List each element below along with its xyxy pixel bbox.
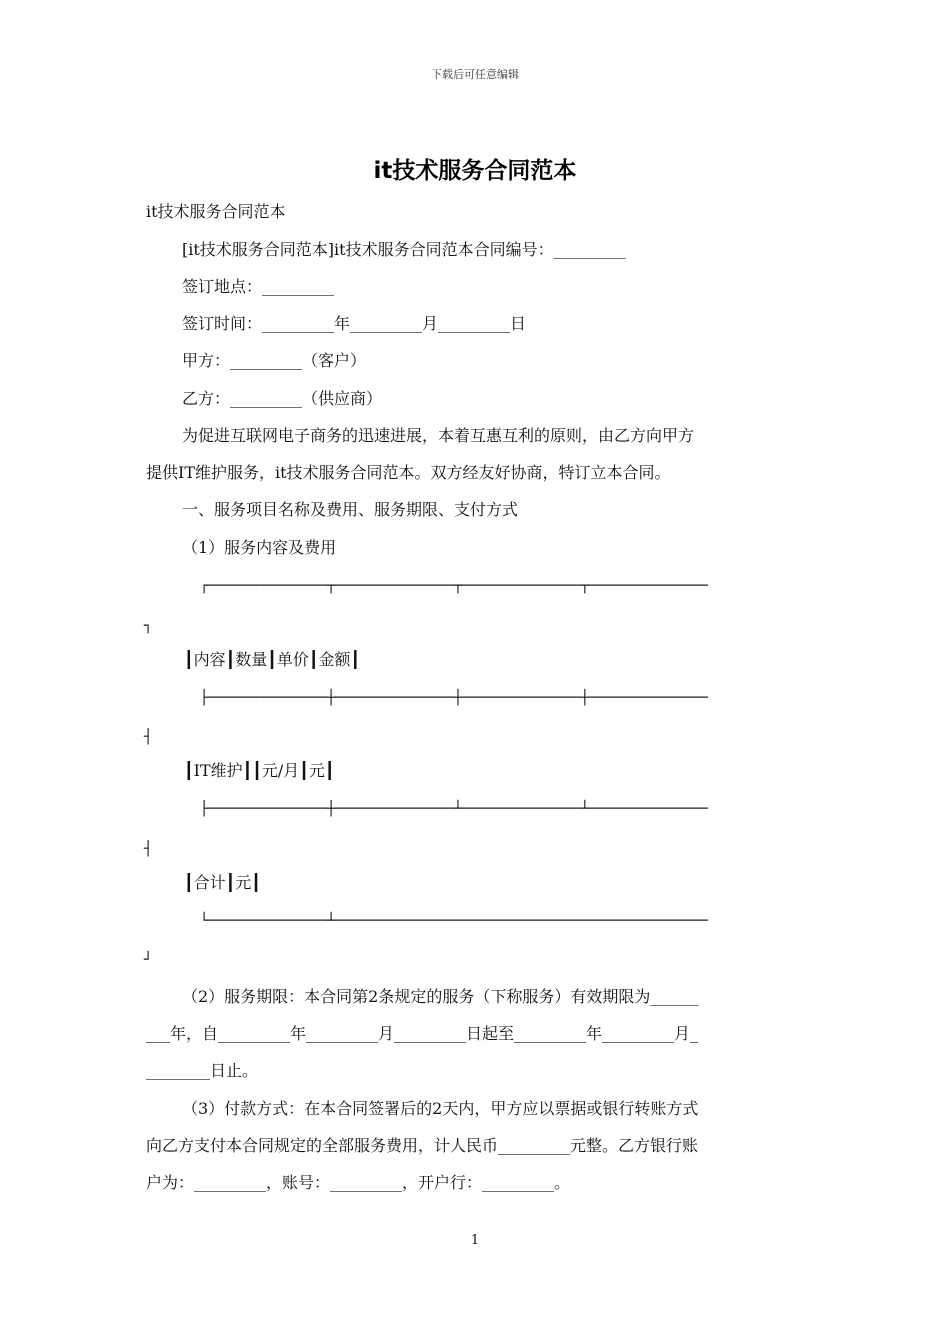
- document-title: it技术服务合同范本: [373, 158, 577, 184]
- payment-line-2: 向乙方支付本合同规定的全部服务费用，计人民币_________元整。乙方银行账: [146, 1136, 699, 1155]
- table-rule-top-end: ┐: [144, 618, 152, 634]
- table-row-total: ┃合计┃元┃: [184, 873, 261, 892]
- page-number: 1: [470, 1233, 480, 1248]
- party-b-line: 乙方：_________（供应商）: [182, 389, 383, 408]
- subsection-1-heading: （1）服务内容及费用: [182, 538, 337, 557]
- signing-date-line: 签订时间：_________年_________月_________日: [182, 314, 527, 333]
- service-term-line-1: （2）服务期限：本合同第2条规定的服务（下称服务）有效期限为______: [182, 987, 699, 1006]
- table-rule-mid-2-end: ┤: [144, 841, 152, 857]
- signing-place-line: 签订地点：_________: [182, 277, 335, 296]
- table-rule-bottom: └───────────────┴───────────────────────────────────────────────: [200, 913, 708, 929]
- service-term-line-2: ___年，自_________年_________月_________日起至_________年_________月_: [146, 1024, 699, 1043]
- party-a-line: 甲方：_________（客户）: [182, 351, 367, 370]
- contract-number-line: [it技术服务合同范本]it技术服务合同范本合同编号：_________: [182, 240, 626, 259]
- table-rule-mid: ├───────────────┼───────────────┼───────────────┼───────────────: [200, 690, 708, 706]
- table-rule-mid-2: ├───────────────┼───────────────┴───────────────┴───────────────: [200, 801, 708, 817]
- section-1-heading: 一、服务项目名称及费用、服务期限、支付方式: [182, 500, 519, 519]
- service-term-line-3: ________日止。: [146, 1061, 259, 1080]
- table-header-row: ┃内容┃数量┃单价┃金额┃: [184, 650, 361, 669]
- page-header-note: 下载后可任意编辑: [431, 68, 519, 81]
- subtitle-line: it技术服务合同范本: [146, 202, 286, 221]
- table-rule-mid-end: ┤: [144, 729, 152, 745]
- table-rule-top: ┌───────────────┬───────────────┬───────────────┬───────────────: [200, 578, 708, 594]
- payment-line-3: 户为：_________，账号：_________，开户行：_________。: [146, 1173, 571, 1192]
- intro-paragraph-line-1: 为促进互联网电子商务的迅速进展，本着互惠互利的原则，由乙方向甲方: [182, 426, 695, 445]
- intro-paragraph-line-2: 提供IT维护服务，it技术服务合同范本。双方经友好协商，特订立本合同。: [146, 463, 671, 482]
- table-rule-bottom-end: ┘: [144, 952, 152, 968]
- payment-line-1: （3）付款方式：在本合同签署后的2天内，甲方应以票据或银行转账方式: [182, 1099, 699, 1118]
- table-row-it-maintenance: ┃IT维护┃┃元/月┃元┃: [184, 761, 335, 780]
